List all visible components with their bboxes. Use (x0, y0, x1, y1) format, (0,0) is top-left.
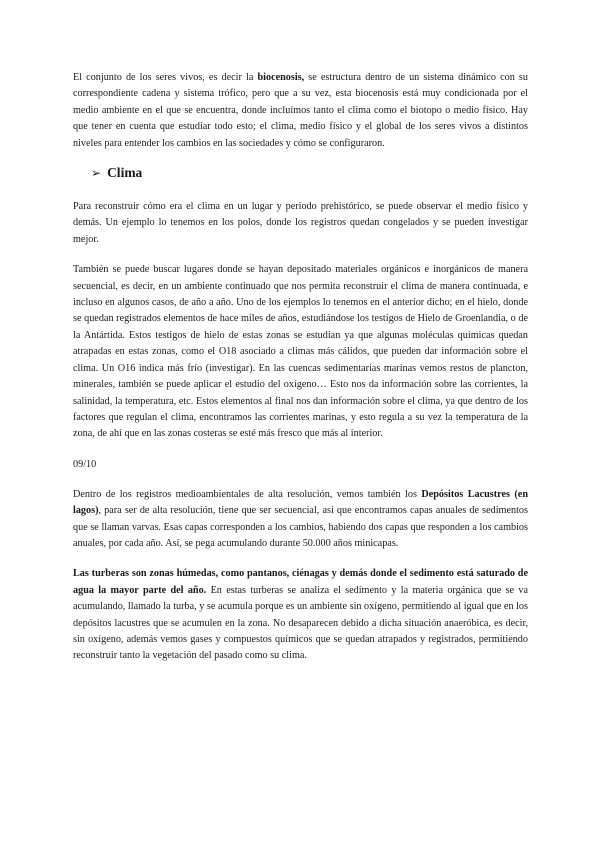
date-label: 09/10 (73, 458, 97, 470)
turberas-definition: Las turberas son zonas húmedas, como pantanos, ciénagas y demás donde el sedimento está saturado de agua la mayor parte del año. (73, 568, 528, 596)
paragraph-turberas-post: En estas turberas se analiza el sedimento y la materia orgánica que se va acumulando, llamado la turba, y se acumula porque es un ambiente sin oxígeno, permitiendo al igual que en los depósitos lacustres que se acumulen en la zona. No desaparecen debido a dicha situación anaeróbica, es decir, sin oxígeno, además vemos gases y compuestos químicos que se quedan atrapados y registrados, permitiendo reconstruir tanto la vegetación del pasado como su clima. (73, 584, 528, 662)
paragraph-depositos-lacustres (73, 487, 528, 553)
paragraph-turberas (73, 566, 528, 664)
paragraph-registros-secuenciales: También se puede buscar lugares donde se hayan depositado materiales orgánicos e inorgánicos de manera secuencial, es decir, en un ambiente continuado que nos permita reconstruir el clima de manera continuada, e incluso en algunos casos, de año a año. Uno de los ejemplos lo tenemos en el anterior dicho; en el hielo, donde se quedan registrados elementos de hace miles de años, estudiándose los testigos de Hielo de Groenlandia, o de la Antártida. Estos testigos de hielo de estas zonas se estudian ya que algunas moléculas químicas quedan atrapadas en estas zonas, como el O18 asociado a climas más cálidos, que pueden dar información sobre el clima. Un O16 indica más frío (investigar). En las cuencas sedimentarias marinas vemos restos de plancton, minerales, también se puede aplicar el estudio del oxígeno… Esto nos da información sobre las corrientes, la salinidad, la temperatura, etc. Estos elementos al final nos dan información sobre el clima, ya que dentro de los factores que regulan el clima, encontramos las corrientes marinas, y esto regula a su vez la temperatura de la zona, de ahí que en las zonas costeras se esté más fresco que más al interior. (73, 264, 528, 440)
paragraph-lacustres-post: , para ser de alta resolución, tiene que ser secuencial, así que encontramos capas anuales de sedimentos que se llaman varvas. Esas capas corresponden a los cambios, habiendo dos capas que responden a los cambios anuales, por cada año. Así, se pega acumulando durante 50.000 años minicapas. (73, 505, 528, 549)
depositos-lacustres-term: Depósitos Lacustres (en lagos) (73, 488, 528, 517)
paragraph-biocenosis-pre: El conjunto de los seres vivos, es decir la (73, 72, 258, 83)
paragraph-biocenosis (73, 70, 528, 152)
arrow-bullet-icon: ➢ (91, 166, 102, 181)
section-heading-clima (91, 164, 528, 182)
paragraph-reconstruir-clima: Para reconstruir cómo era el clima en un lugar y periodo prehistórico, se puede observar el medio físico y demás. Un ejemplo lo tenemos en los polos, donde los registros quedan congelados y se pueden investigar mejor. (73, 201, 528, 245)
paragraph-lacustres-pre: Dentro de los registros medioambientales de alta resolución, vemos también los (73, 488, 422, 500)
paragraph-biocenosis-post: se estructura dentro de un sistema dinámico con su correspondiente cadena y sistema trófico, pero que a su vez, esta biocenosis está muy condicionada por el medio ambiente en el que se encuentra, donde incluímos tanto el clima como el biotopo o medio físico. Hay que tener en cuenta que estudiar todo esto; el clima, medio físico y el global de los seres vivos a distintos niveles para entender los cambios en las sociedades y cómo se configuraron. (73, 72, 528, 149)
biocenosis-term: biocenosis, (257, 72, 305, 83)
section-heading-title: Clima (107, 165, 143, 181)
